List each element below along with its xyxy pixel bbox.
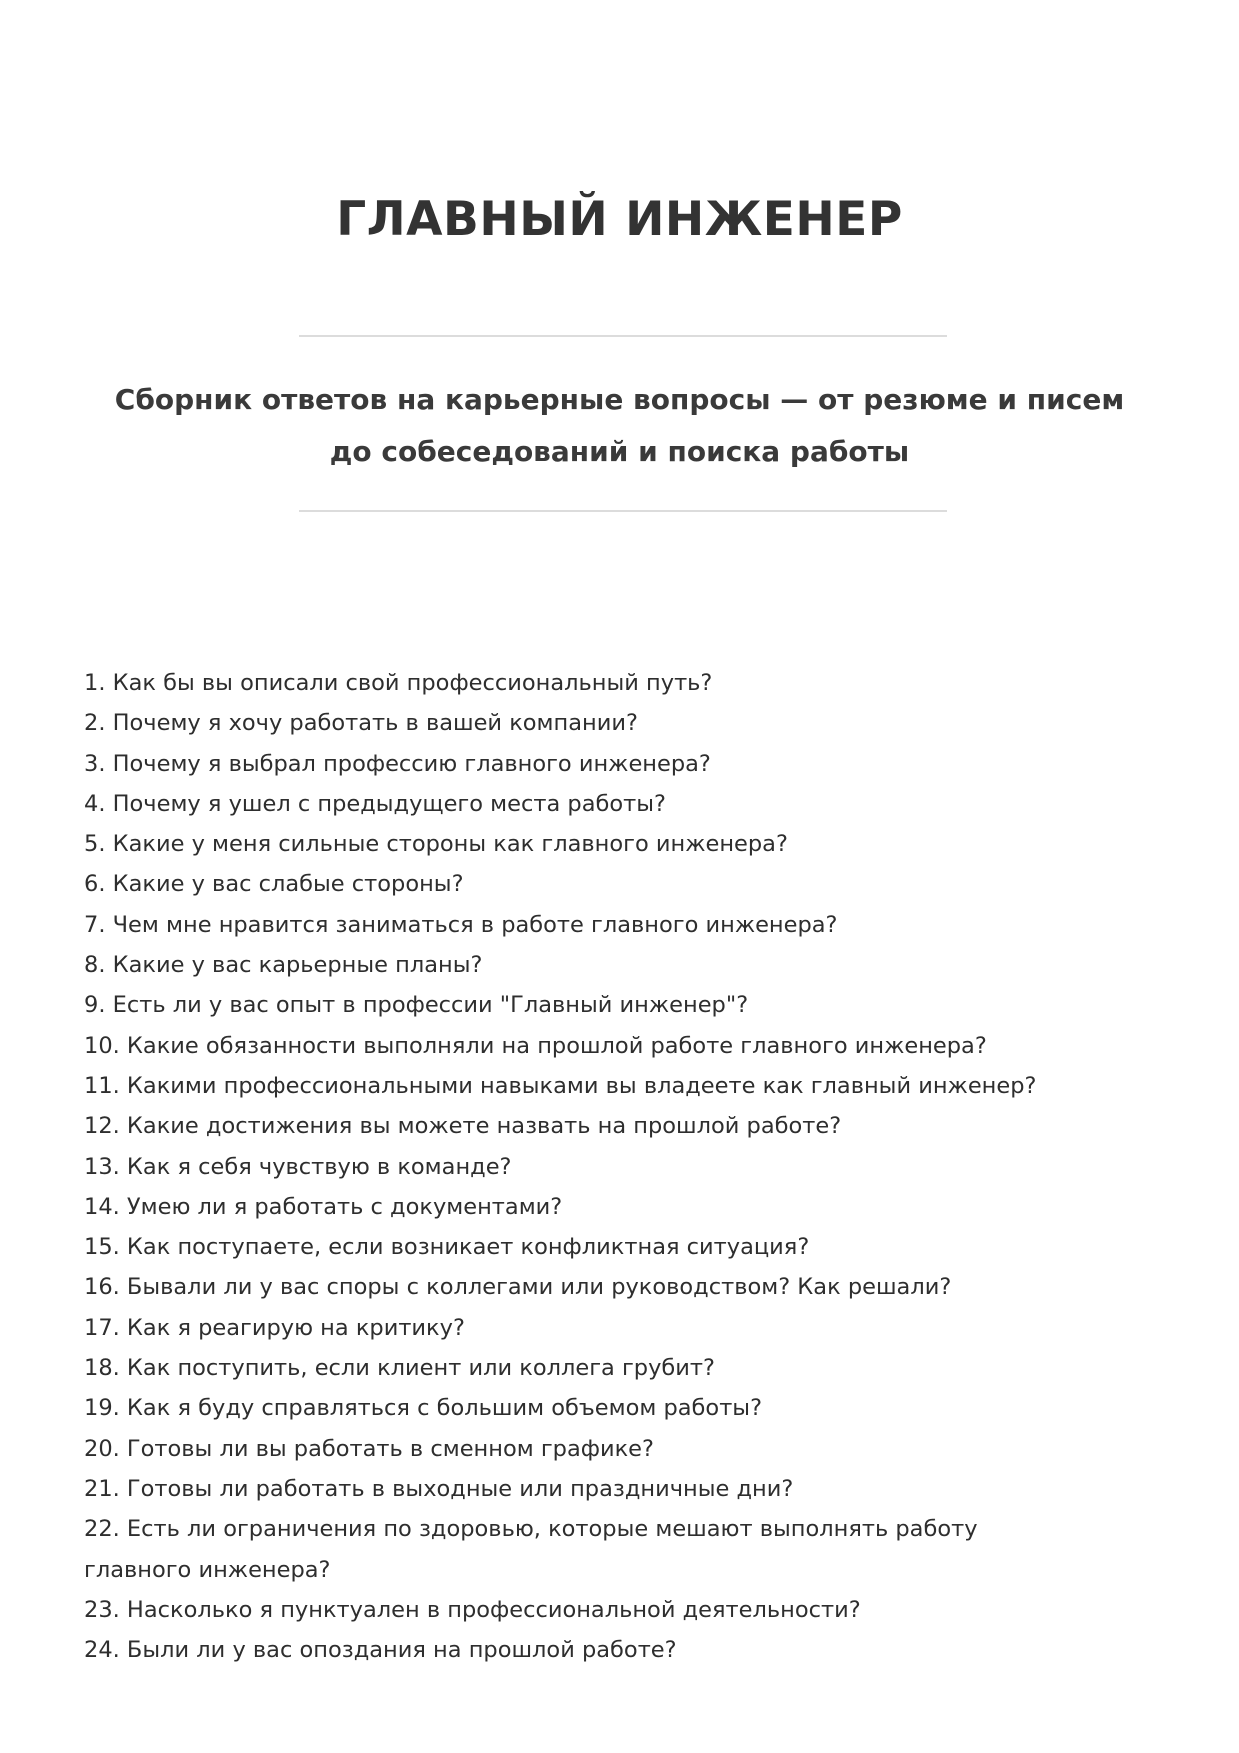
question-item: 7. Чем мне нравится заниматься в работе главного инженера? <box>84 911 838 938</box>
question-item: 20. Готовы ли вы работать в сменном графике? <box>84 1435 654 1462</box>
question-item: 15. Как поступаете, если возникает конфликтная ситуация? <box>84 1234 810 1261</box>
page-title: ГЛАВНЫЙ ИНЖЕНЕР <box>336 192 903 247</box>
question-item: 17. Как я реагирую на критику? <box>84 1314 465 1341</box>
question-item: 21. Готовы ли работать в выходные или праздничные дни? <box>84 1475 794 1502</box>
question-item: 23. Насколько я пунктуален в профессиональной деятельности? <box>84 1596 861 1623</box>
question-item: 11. Какими профессиональными навыками вы владеете как главный инженер? <box>84 1072 1037 1099</box>
question-item: 13. Как я себя чувствую в команде? <box>84 1153 512 1180</box>
question-item: 8. Какие у вас карьерные планы? <box>84 952 483 979</box>
question-item: 10. Какие обязанности выполняли на прошлой работе главного инженера? <box>84 1032 987 1059</box>
question-item: 14. Умею ли я работать с документами? <box>84 1193 563 1220</box>
question-item: 2. Почему я хочу работать в вашей компании? <box>84 710 638 737</box>
question-item: 5. Какие у меня сильные стороны как главного инженера? <box>84 831 788 858</box>
question-item: 19. Как я буду справляться с большим объемом работы? <box>84 1395 763 1422</box>
page-subtitle: Сборник ответов на карьерные вопросы — от резюме и писем до собеседований и поиска работы <box>114 383 1125 468</box>
question-item: 4. Почему я ушел с предыдущего места работы? <box>84 790 666 817</box>
question-item: 24. Были ли у вас опоздания на прошлой работе? <box>84 1637 677 1664</box>
bottom-divider <box>299 510 947 512</box>
question-item: 18. Как поступить, если клиент или коллега грубит? <box>84 1355 715 1382</box>
question-item: 3. Почему я выбрал профессию главного инженера? <box>84 750 711 777</box>
question-item: 6. Какие у вас слабые стороны? <box>84 871 464 898</box>
question-item: 22. Есть ли ограничения по здоровью, которые мешают выполнять работу главного инженера? <box>84 1516 978 1583</box>
question-list <box>84 663 1084 1670</box>
question-item: 1. Как бы вы описали свой профессиональный путь? <box>84 670 713 696</box>
top-divider <box>299 335 947 337</box>
question-item: 9. Есть ли у вас опыт в профессии "Главный инженер"? <box>84 992 749 1019</box>
question-item: 16. Бывали ли у вас споры с коллегами или руководством? Как решали? <box>84 1274 952 1301</box>
question-item: 12. Какие достижения вы можете назвать на прошлой работе? <box>84 1113 842 1140</box>
